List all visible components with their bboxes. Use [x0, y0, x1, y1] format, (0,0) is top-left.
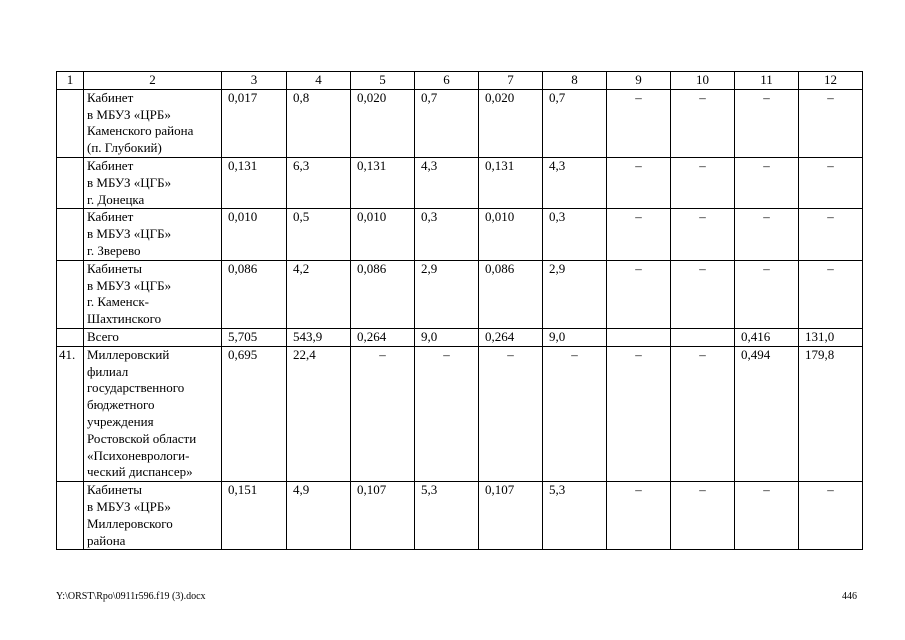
value-cell: 4,3 — [415, 157, 479, 208]
value-cell: 5,705 — [222, 328, 287, 346]
value-cell: 0,086 — [479, 260, 543, 328]
value-cell: 0,020 — [479, 89, 543, 157]
header-row — [57, 72, 863, 90]
value-cell: 0,264 — [351, 328, 415, 346]
value-cell: 0,8 — [287, 89, 351, 157]
row-index-cell — [57, 209, 84, 260]
value-cell: – — [799, 482, 863, 550]
row-index-cell — [57, 157, 84, 208]
value-cell: – — [671, 482, 735, 550]
value-cell: 0,020 — [351, 89, 415, 157]
value-cell: – — [607, 260, 671, 328]
value-cell: 0,107 — [479, 482, 543, 550]
value-cell — [607, 328, 671, 346]
row-index-cell — [57, 482, 84, 550]
value-cell: 0,107 — [351, 482, 415, 550]
value-cell: – — [543, 346, 607, 481]
column-number-cell: 12 — [799, 72, 863, 90]
value-cell: 0,5 — [287, 209, 351, 260]
name-cell: Кабинет в МБУЗ «ЦГБ» г. Донецка — [84, 157, 222, 208]
value-cell: 0,086 — [222, 260, 287, 328]
value-cell: 0,3 — [415, 209, 479, 260]
table-row — [57, 157, 863, 208]
value-cell: – — [607, 157, 671, 208]
value-cell: 6,3 — [287, 157, 351, 208]
value-cell: – — [607, 209, 671, 260]
value-cell: – — [671, 89, 735, 157]
value-cell: 4,2 — [287, 260, 351, 328]
value-cell: – — [799, 260, 863, 328]
column-number-cell: 10 — [671, 72, 735, 90]
row-index-cell: 41. — [57, 346, 84, 481]
value-cell: – — [799, 89, 863, 157]
value-cell: 179,8 — [799, 346, 863, 481]
value-cell: 5,3 — [415, 482, 479, 550]
value-cell: – — [735, 260, 799, 328]
value-cell: – — [351, 346, 415, 481]
value-cell: 131,0 — [799, 328, 863, 346]
column-number-cell: 1 — [57, 72, 84, 90]
value-cell: 0,131 — [222, 157, 287, 208]
column-number-cell: 11 — [735, 72, 799, 90]
value-cell: 543,9 — [287, 328, 351, 346]
name-cell: Кабинет в МБУЗ «ЦРБ» Каменского района (п. Глубокий) — [84, 89, 222, 157]
table-row — [57, 209, 863, 260]
value-cell: 2,9 — [415, 260, 479, 328]
value-cell: – — [799, 209, 863, 260]
value-cell: 0,010 — [222, 209, 287, 260]
value-cell: – — [671, 209, 735, 260]
value-cell: 0,010 — [351, 209, 415, 260]
data-table — [56, 71, 863, 550]
value-cell: – — [735, 482, 799, 550]
value-cell: 0,017 — [222, 89, 287, 157]
value-cell: – — [607, 89, 671, 157]
value-cell: 4,9 — [287, 482, 351, 550]
footer-file-path: Y:\ORST\Rpo\0911r596.f19 (3).docx — [56, 591, 206, 602]
name-cell: Всего — [84, 328, 222, 346]
column-number-cell: 5 — [351, 72, 415, 90]
column-number-cell: 3 — [222, 72, 287, 90]
value-cell: – — [799, 157, 863, 208]
table-row — [57, 89, 863, 157]
value-cell: 0,7 — [415, 89, 479, 157]
value-cell: – — [607, 346, 671, 481]
row-index-cell — [57, 260, 84, 328]
column-number-cell: 9 — [607, 72, 671, 90]
value-cell: – — [671, 157, 735, 208]
value-cell: – — [607, 482, 671, 550]
column-number-cell: 2 — [84, 72, 222, 90]
value-cell: 2,9 — [543, 260, 607, 328]
column-number-cell: 7 — [479, 72, 543, 90]
value-cell: 0,7 — [543, 89, 607, 157]
value-cell: 9,0 — [543, 328, 607, 346]
table-row — [57, 482, 863, 550]
value-cell: – — [735, 157, 799, 208]
name-cell: Миллеровский филиал государственного бюджетного учреждения Ростовской области «Психоневрологи- ческий диспансер» — [84, 346, 222, 481]
value-cell: 0,494 — [735, 346, 799, 481]
table-row — [57, 328, 863, 346]
value-cell — [671, 328, 735, 346]
value-cell: – — [479, 346, 543, 481]
value-cell: 0,086 — [351, 260, 415, 328]
table-row — [57, 260, 863, 328]
value-cell: – — [671, 260, 735, 328]
row-index-cell — [57, 328, 84, 346]
column-number-cell: 8 — [543, 72, 607, 90]
table-body — [57, 72, 863, 550]
value-cell: – — [735, 209, 799, 260]
value-cell: 0,131 — [479, 157, 543, 208]
column-number-cell: 4 — [287, 72, 351, 90]
page-number: 446 — [842, 591, 857, 602]
value-cell: 0,131 — [351, 157, 415, 208]
value-cell: 0,264 — [479, 328, 543, 346]
name-cell: Кабинет в МБУЗ «ЦГБ» г. Зверево — [84, 209, 222, 260]
table-row — [57, 346, 863, 481]
value-cell: – — [735, 89, 799, 157]
value-cell: 22,4 — [287, 346, 351, 481]
value-cell: 9,0 — [415, 328, 479, 346]
row-index-cell — [57, 89, 84, 157]
value-cell: 0,416 — [735, 328, 799, 346]
name-cell: Кабинеты в МБУЗ «ЦРБ» Миллеровского района — [84, 482, 222, 550]
column-number-cell: 6 — [415, 72, 479, 90]
value-cell: – — [671, 346, 735, 481]
value-cell: – — [415, 346, 479, 481]
name-cell: Кабинеты в МБУЗ «ЦГБ» г. Каменск- Шахтинского — [84, 260, 222, 328]
value-cell: 0,695 — [222, 346, 287, 481]
value-cell: 0,151 — [222, 482, 287, 550]
value-cell: 0,010 — [479, 209, 543, 260]
value-cell: 0,3 — [543, 209, 607, 260]
value-cell: 5,3 — [543, 482, 607, 550]
value-cell: 4,3 — [543, 157, 607, 208]
